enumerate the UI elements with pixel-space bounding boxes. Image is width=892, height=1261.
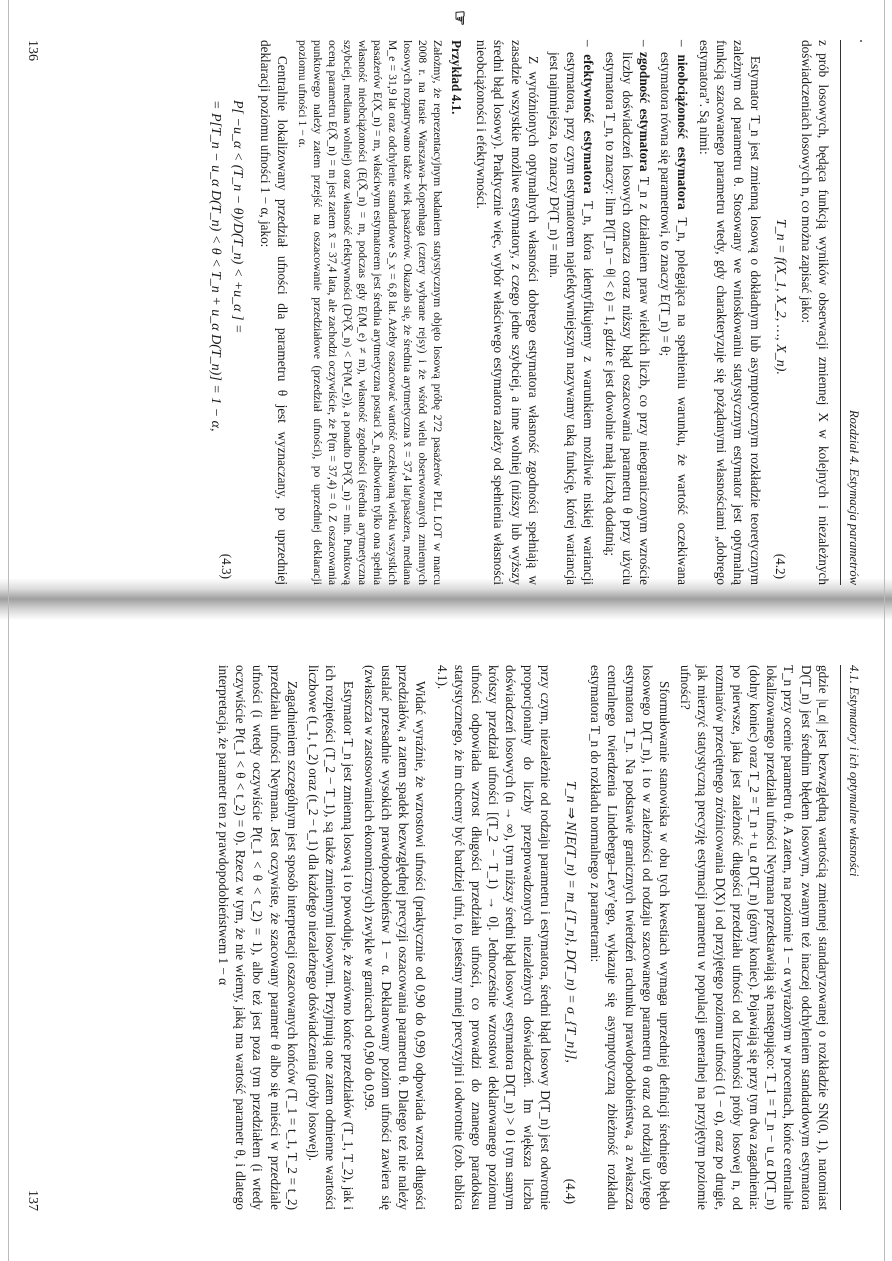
- interval-paragraph: Centralnie lokalizowany przedział ufności dla parametru θ jest wyznaczany, po uprzedniej deklaracji poziomu ufności 1 − α, jako:: [257, 40, 290, 585]
- formula-expression: T_n ⇒ N[E(T_n) = m_{T_n}, D(T_n) = σ_{T_n}],: [562, 780, 578, 1063]
- properties-paragraph: Z wyróżnionych optymalnych własności dobrego estymatora własność zgodności spełniają w zasadzie wszystkie możliwe estymatory, z czego jedne szybciej, a inne wolniej (niższy lub wyższy średni błąd losowy). Praktycznie więc, wybór właściwego estymatora zależy od spełnienia własności nieobciążoności i efektywności.: [474, 40, 541, 585]
- body-paragraph: Zagadnieniem szczególnym jest sposób interpretacji oszacowanych końców (T_1 = t_1, T_2 = t_2) przedziału ufności Neymana. Jest oczywiste, że szacowany parametr θ albo się mieści w przedziale ufności (i wtedy oczywiście P(t_1 < θ < t_2) = 1), albo też jest poza tym przedziałem (i wtedy oczywiście P(t_1 < θ < t_2) = 0). Rzecz w tym, że nie wiemy, jaką ma wartość parametr θ, i dlatego interpretacja, że parametr ten z prawdopodobieństwem 1 − α: [216, 665, 300, 1210]
- formula-4-4: [562, 665, 579, 1210]
- formula-4-3: [204, 40, 248, 585]
- right-running-head: 4.1. Estymatory i ich optymalne własności: [847, 665, 861, 877]
- intro-paragraph: z prób losowych, będąca funkcją wyników obserwacji zmiennej X w kolejnych i niezależnych doświadczeniach losowych n, co można zapisać jako:: [798, 40, 831, 585]
- body-paragraph: Widać wyraźnie, że wzrostowi ufności (praktycznie od 0,90 do 0,99) odpowiada wzrost długości przedziałów, a zatem spadek bezwzględnej precyzji oszacowania parametru θ. Dlatego też nie należy ustalać przesadnie wysokich prawdopodobieństw 1 − α. Deklarowany poziom ufności zawiera się (zwłaszcza w zastosowaniach ekonomicznych) zwykle w granicach od 0,90 do 0,99.: [361, 665, 429, 1210]
- body-paragraph: gdzie |u_α| jest bezwzględną wartością zmiennej standaryzowanej o rozkładzie SN(0, 1), natomiast D(T_n) jest średnim błędem losowym, zwanym też inaczej odchyleniem standardowym estymatora T_n przy ocenie parametru θ. A zatem, na poziomie 1 − α wyrażonym w procentach, końce centralnie lokalizowanego przedziału ufności Neymana przedstawiają się następująco: T_1 = T_n − u_α D(T_n) (dolny koniec) oraz T_2 = T_n + u_α D(T_n) (górny koniec). Pojawiają się przy tym dwa zagadnienia: po pierwsze, jaka jest zależność długości przedziału ufności od liczebności próby losowej n, od rozmiarów przeciętnego zróżnicowania D(X) i od przyjętego poziomu ufności (1 − α), oraz po drugie, jak mierzyć statystyczną precyzję estymacji parametru w populacji generalnej na przyjętym poziomie ufności?: [678, 665, 831, 1210]
- property-term: efektywność estymatora: [581, 54, 597, 194]
- left-running-head: Rozdział 4. Estymacja parametrów: [847, 410, 861, 585]
- formula-expression: T_n = f(X_1, X_2, …, X_n).: [773, 218, 789, 375]
- formula-line: P[ −u_α < (T_n − θ)/D(T_n) < +u_α ] =: [230, 100, 246, 334]
- example-text: Założmy, że reprezentacyjnym badaniem statystycznym objęto losową próbę 272 pasażerów PLL LOT w marcu 2008 r. na trasie Warszawa–Kopenhaga (cztery wybrane rejsy) i że wśród wielu obserwowanych zmiennych losowych rozpatrywano także wiek pasażerów. Okazało się, że średnia arytmetyczna x̄ = 37,4 lat/pasażera, mediana M_e = 31,9 lat oraz odchylenie standardowe S_x = 6,8 lat. Ażeby oszacować wartość oczekiwaną wieku wszystkich pasażerów E(X_n) = m, właściwym estymatorem jest średnia arytmetyczna postaci X̄_n, albowiem tylko ona spełnia własność nieobciążoności (E(X̄_n) = m, podczas gdy E(M_e) ≠ m), własność zgodności (średnia arytmetyczna szybciej, mediana wolniej) oraz własność efektywności (D²(X̄_n) < D²(M_e)), a ponadto D²(X̄_n) = min. Punktową oceną parametru E(X̄_n) = m jest zatem x̄ = 37,4 lata, ale zachodzi oczywiście, że P(m = 37,4) = 0. Z oszacowania punktowego należy zatem przejść na oszacowanie przedziałowe (przedział ufności), po uprzedniej deklaracji poziomu ufności 1 − α.: [295, 40, 444, 585]
- left-page-number: 136: [25, 40, 40, 61]
- formula-number: (4.2): [773, 553, 789, 579]
- body-paragraph: przy czym, niezależnie od rodzaju parametru i estymatora, średni błąd losowy D(T_n) jest odwrotnie proporcjonalny do liczby przeprowadzonych niezależnych doświadczeń. Im większa liczba doświadczeń losowych (n → ∞), tym niższy średni błąd losowy estymatora D(T_n) > 0 i tym samym krótszy przedział ufności [(T_2 − T_1) → 0]. Jednocześnie wzrostowi deklarowanego poziomu ufności odpowiada wzrost długości przedziału ufności, co prowadzi do znanego paradoksu statystycznego, że im chcemy być bardziej ufni, to jesteśmy mniej precyzyjni i odwrotnie (zob. tablica 4.1).: [434, 665, 553, 1210]
- property-item: – efektywność estymatora T_n, która identyfikujemy z warunkiem możliwie niskiej wariancji estymatora, przy czym estymatorem najefektywniejszym nazywamy taką funkcję, której wariancja jest najmniejsza, to znaczy D²(T_n) = min.: [546, 40, 597, 586]
- property-term: zgodność estymatora: [636, 51, 652, 172]
- estimator-paragraph: Estymator T_n jest zmienną losową o dokładnym lub asymptotycznym rozkładzie teoretycznym zależnym od parametru θ. Stosowany we wnioskowaniu statystycznym estymator jest optymalną funkcją szacowanego parametru wtedy, gdy charakteryzuje się pożądanymi własnościami „dobrego estymatora”. Są nimi:: [696, 40, 764, 585]
- right-page-number: 137: [25, 1190, 40, 1211]
- formula-expression: [204, 40, 248, 554]
- property-text: T_n z działaniem praw wielkich liczb, co przy nieograniczonym wzroście liczby doświadczeń losowych oznacza coraz niższy błąd oszacowania parametru θ przy użyciu estymatora T_n, to znaczy: lim P(|T_n − θ| < ε) = 1, gdzie ε jest dowolnie małą liczbą dodatnią;: [602, 52, 652, 585]
- body-paragraph: Estymator T_n jest zmienną losową i to powoduje, że zarówno końce przedziałów (T_1, T_2), jak i ich rozpiętości (T_2 − T_1), są także zmiennymi losowymi. Przyjmują one zatem odmienne wartości liczbowe (t_1, t_2) oraz (t_2 − t_1) dla każdego niezależnego doświadczenia (próby losowej).: [306, 665, 356, 1210]
- body-paragraph: Sformułowanie stanowiska w obu tych kwestiach wymaga uprzedniej definicji średniego błędu losowego D(T_n), i to w zależności od rodzaju szacowanego parametru θ oraz od rodzaju użytego estymatora T_n. Na podstawie granicznych twierdzeń rachunku prawdopodobieństwa, a zwłaszcza centralnego twierdzenia Lindeberga–Levy’ego, wykazuje się asymptotyczną zbieżność rozkładu estymatora T_n do rozkładu normalnego z parametrami:: [588, 665, 672, 1210]
- property-text: T_n, która identyfikujemy z warunkiem możliwie niskiej wariancji estymatora, przy czym estymatorem najefektywniejszym nazywamy taką funkcję, której wariancja jest najmniejsza, to znaczy D²(T_n) = min.: [546, 52, 597, 586]
- header-rule: [840, 40, 841, 585]
- formula-number: (4.4): [562, 1178, 578, 1204]
- formula-line: = P[T_n − u_α D(T_n) < θ < T_n + u_α D(T_n)] = 1 − α,: [208, 100, 224, 432]
- pointing-hand-icon: ☞: [449, 10, 470, 27]
- formula-4-2: [772, 40, 789, 585]
- right-page: [211, 665, 862, 1210]
- property-term: nieobciążoność estymatora: [675, 54, 691, 210]
- example-heading: [448, 10, 470, 585]
- formula-number: (4.3): [218, 553, 234, 579]
- left-page: [196, 10, 862, 586]
- property-item: – nieobciążoność estymatora T_n, polegająca na spełnieniu warunku, że wartość oczekiwana estymatora równa się parametrowi, to znaczy E(T_n) = θ;: [658, 40, 691, 586]
- property-text: T_n, polegająca na spełnieniu warunku, że wartość oczekiwana estymatora równa się parametrowi, to znaczy E(T_n) = θ;: [658, 52, 691, 586]
- header-rule: [840, 665, 841, 1210]
- property-item: – zgodność estymatora T_n z działaniem praw wielkich liczb, co przy nieograniczonym wzroście liczby doświadczeń losowych oznacza coraz niższy błąd oszacowania parametru θ przy użyciu estymatora T_n, to znaczy: lim P(|T_n − θ| < ε) = 1, gdzie ε jest dowolnie małą liczbą dodatnią;: [602, 40, 652, 585]
- example-title: Przykład 4.1.: [448, 40, 464, 115]
